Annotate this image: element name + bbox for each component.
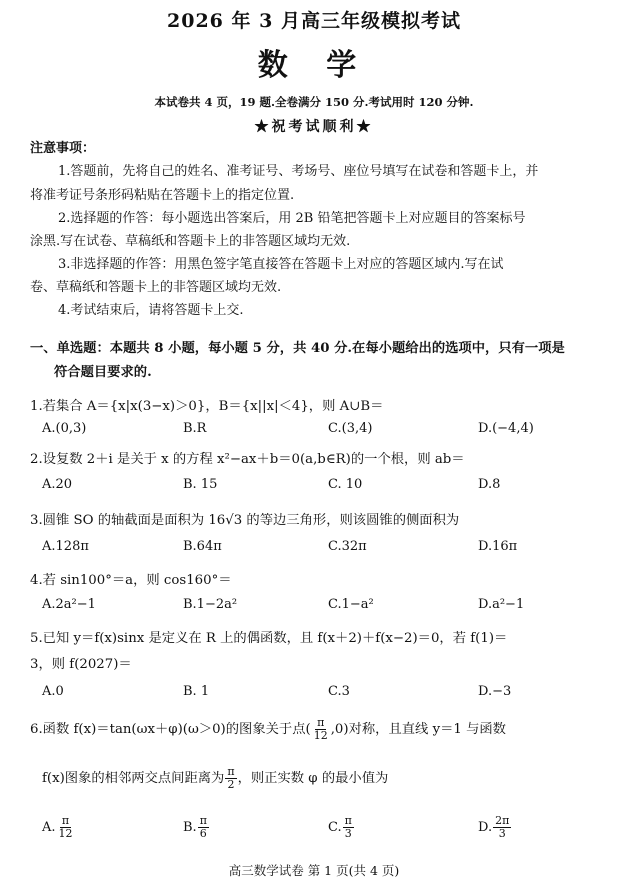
q5-option-c: C.3 [328, 684, 350, 699]
option-fraction [493, 815, 511, 840]
question-6-stem-cont [42, 766, 388, 791]
q6-stem-part: ，则正实数 φ 的最小值为 [237, 771, 389, 787]
notes-title: 注意事项： [30, 141, 96, 156]
q1-option-d: D.(−4,4) [478, 421, 534, 436]
question-6-stem [30, 717, 506, 742]
subject-title: 数 学 [257, 48, 371, 83]
q6-fraction [312, 717, 330, 742]
section-heading-cont: 符合题目要求的. [54, 365, 152, 380]
q6-fraction [225, 766, 236, 791]
q6-option-a [42, 815, 76, 840]
fraction-denominator: 2 [227, 778, 235, 792]
option-fraction [57, 815, 75, 840]
q5-option-b: B. 1 [183, 684, 210, 699]
q2-option-b: B. 15 [183, 477, 218, 492]
option-fraction [343, 815, 354, 840]
q3-option-d: D.16π [478, 539, 518, 554]
q4-option-d: D.a²−1 [478, 597, 525, 612]
blessing: ★祝考试顺利★ [254, 119, 374, 135]
note-line: 涂黑.写在试卷、草稿纸和答题卡上的非答题区域均无效. [30, 234, 351, 249]
q3-option-b: B.64π [183, 539, 222, 554]
q4-option-b: B.1−2a² [183, 597, 238, 612]
q2-option-c: C. 10 [328, 477, 363, 492]
option-label: C. [328, 820, 342, 836]
fraction-numerator: π [61, 814, 70, 827]
question-2-stem: 2.设复数 2＋i 是关于 x 的方程 x²−ax＋b＝0(a,b∈R)的一个根，则 ab＝ [30, 452, 465, 467]
question-5-stem-cont: 3，则 f(2027)＝ [30, 657, 132, 672]
q5-option-a: A.0 [42, 684, 64, 699]
question-4-stem: 4.若 sin100°＝a，则 cos160°＝ [30, 573, 232, 588]
fraction-numerator: π [317, 716, 325, 729]
note-line: 卷、草稿纸和答题卡上的非答题区域均无效. [30, 280, 282, 295]
question-1-stem: 1.若集合 A＝{x|x(3−x)＞0}，B＝{x||x|＜4}，则 A∪B＝ [30, 399, 384, 414]
q3-option-c: C.32π [328, 539, 367, 554]
note-line: 将准考证号条形码粘贴在答题卡上的指定位置. [30, 188, 295, 203]
q6-option-b [183, 815, 210, 840]
q1-option-c: C.(3,4) [328, 421, 373, 436]
option-label: D. [478, 820, 493, 836]
q5-option-d: D.−3 [478, 684, 512, 699]
fraction-denominator: 3 [498, 827, 506, 841]
option-label: B. [183, 820, 197, 836]
question-5-stem: 5.已知 y＝f(x)sinx 是定义在 R 上的偶函数，且 f(x＋2)＋f(x−2)＝0，若 f(1)＝ [30, 631, 508, 646]
page-footer: 高三数学试卷 第 1 页(共 4 页) [228, 863, 400, 878]
note-line: 4.考试结束后，请将答题卡上交. [58, 303, 244, 318]
fraction-denominator: 12 [58, 827, 73, 841]
section-heading: 一、单选题：本题共 8 小题，每小题 5 分，共 40 分.在每小题给出的选项中，只有一项是 [30, 341, 565, 356]
q4-option-c: C.1−a² [328, 597, 374, 612]
q2-option-a: A.20 [42, 477, 73, 492]
q6-stem-part: ,0)对称，且直线 y＝1 与函数 [330, 722, 506, 738]
option-fraction [198, 815, 209, 840]
q4-option-a: A.2a²−1 [42, 597, 96, 612]
fraction-numerator: π [227, 765, 235, 778]
fraction-numerator: π [344, 814, 352, 827]
q6-option-c [328, 815, 355, 840]
question-3-stem: 3.圆锥 SO 的轴截面是面积为 16√3 的等边三角形，则该圆锥的侧面积为 [30, 513, 460, 528]
note-line: 1.答题前，先将自己的姓名、准考证号、考场号、座位号填写在试卷和答题卡上，并 [58, 164, 539, 179]
q6-option-d [478, 815, 512, 840]
note-line: 3.非选择题的作答：用黑色签字笔直接答在答题卡上对应的答题区域内.写在试 [58, 257, 504, 272]
fraction-denominator: 12 [313, 729, 328, 743]
fraction-numerator: 2π [495, 814, 510, 827]
q6-stem-part: 6.函数 f(x)＝tan(ωx＋φ)(ω＞0)的图象关于点( [30, 722, 311, 738]
fraction-denominator: 3 [344, 827, 352, 841]
q2-option-d: D.8 [478, 477, 501, 492]
fraction-denominator: 6 [199, 827, 207, 841]
exam-info: 本试卷共 4 页，19 题.全卷满分 150 分.考试用时 120 分钟. [154, 95, 474, 109]
option-label: A. [42, 820, 56, 836]
exam-title: 2026 年 3 月高三年级模拟考试 [167, 10, 461, 32]
q6-stem-part: f(x)图象的相邻两交点间距离为 [42, 771, 225, 787]
q1-option-b: B.R [183, 421, 207, 436]
q3-option-a: A.128π [42, 539, 89, 554]
q1-option-a: A.(0,3) [42, 421, 87, 436]
note-line: 2.选择题的作答：每小题选出答案后，用 2B 铅笔把答题卡上对应题目的答案标号 [58, 211, 526, 226]
fraction-numerator: π [199, 814, 207, 827]
